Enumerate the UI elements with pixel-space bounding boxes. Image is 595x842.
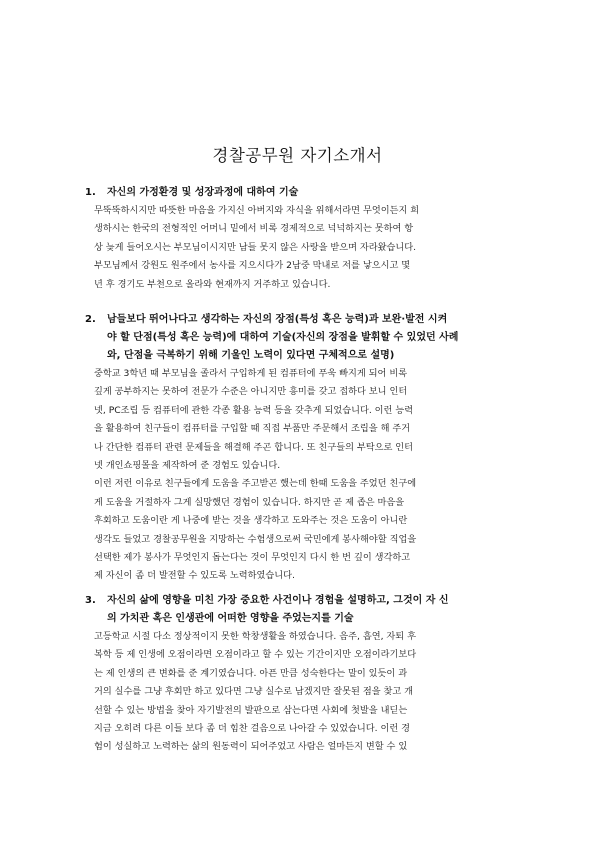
section-heading-text: 남들보다 뛰어나다고 생각하는 자신의 장점(특성 혹은 능력)과 보완·발전 시켜 야 할 단점(특성 혹은 능력)에 대하여 기술(자신의 장점을 발휘할 수 있었던 사례 와, 단점을 극복하기 위해 기울인 노력이 있다면 구체적으로 설명)	[107, 314, 459, 361]
section-number: 1.	[85, 187, 96, 198]
section-number: 2.	[85, 314, 96, 325]
section-2	[85, 311, 515, 586]
section-3	[85, 592, 515, 757]
section-heading-text: 자신의 삶에 영향을 미친 가장 중요한 사건이나 경험을 설명하고, 그것이 자 신 의 가치관 혹은 인생관에 어떠한 영향을 주었는지를 기술	[107, 595, 449, 624]
section-1	[85, 184, 515, 294]
section-body: 중학교 3학년 때 부모님을 졸라서 구입하게 된 컴퓨터에 푸욱 빠지게 되어 비록 깊게 공부하지는 못하여 전문가 수준은 아니지만 흥미를 갖고 접하다 보니 인터 넷, PC조립 등 컴퓨터에 관한 각종 활용 능력 등을 갖추게 되었습니다. 이런 능력 을 활용하여 친구들이 컴퓨터를 구입할 때 직접 부품만 주문해서 조립을 해 주거 나 간단한 컴퓨터 관련 문제들을 해결해 주곤 합니다. 또 친구들의 부탁으로 인터 넷 개인쇼핑몰을 제작하여 준 경험도 있습니다. 이런 저런 이유로 친구들에게 도움을 주고받곤 했는데 한때 도움을 주었던 친구에 게 도움을 거절하자 그게 실망했던 경험이 있습니다. 하지만 곧 제 좁은 마음을 후회하고 도움이란 게 나중에 받는 것을 생각하고 도와주는 것은 도움이 아니란 생각도 들었고 경찰공무원을 지망하는 수험생으로써 국민에게 봉사해야할 직업을 선택한 제가 봉사가 무엇인지 돕는다는 것이 무엇인지 다시 한 번 깊이 생각하고 제 자신이 좀 더 발전할 수 있도록 노력하였습니다.	[94, 368, 417, 582]
section-number: 3.	[85, 595, 96, 606]
section-heading	[85, 184, 515, 202]
section-heading	[85, 592, 515, 628]
section-body: 무뚝뚝하시지만 따뜻한 마음을 가지신 아버지와 자식을 위해서라면 무엇이든지 희 생하시는 한국의 전형적인 어머니 밑에서 비록 경제적으로 넉넉하지는 못하여 항 상 늦게 들어오시는 부모님이시지만 남들 못지 않은 사랑을 받으며 자라왔습니다. 부모님께서 강원도 원주에서 농사를 지으시다가 2남중 막내로 저를 낳으시고 몇 년 후 경기도 부천으로 올라와 현재까지 거주하고 있습니다.	[94, 205, 420, 290]
section-heading-text: 자신의 가정환경 및 성장과정에 대하여 기술	[107, 187, 299, 198]
page-title: 경찰공무원 자기소개서	[212, 146, 383, 165]
section-body: 고등학교 시절 다소 정상적이지 못한 학창생활을 하였습니다. 음주, 흡연, 자퇴 후 복학 등 제 인생에 오점이라면 오점이라고 할 수 있는 기간이지만 오점이라기보다 는 제 인생의 큰 변화를 준 계기였습니다. 아픈 만큼 성숙한다는 말이 있듯이 과 거의 실수를 그냥 후회만 하고 있다면 그냥 실수로 남겠지만 잘못된 점을 찾고 개 선할 수 있는 방법을 찾아 자기발전의 발판으로 삼는다면 사회에 첫발을 내딛는 지금 오히려 다른 이들 보다 좀 더 힘찬 걸음으로 나아갈 수 있었습니다. 이런 경 험이 성실하고 노력하는 삶의 원동력이 되어주었고 사람은 얼마든지 변할 수 있	[94, 631, 417, 753]
section-heading	[85, 311, 515, 365]
